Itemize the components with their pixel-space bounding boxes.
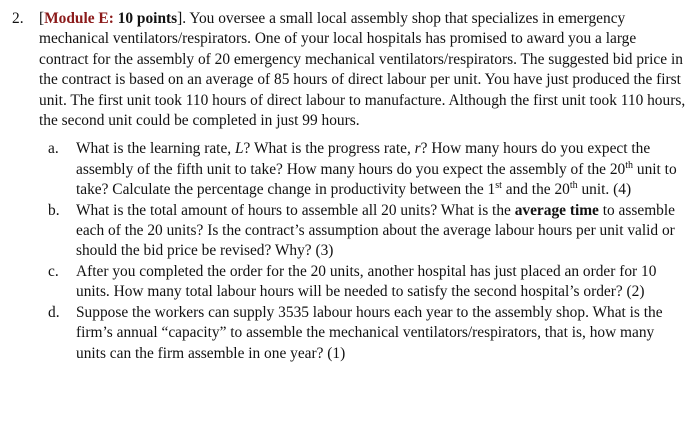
question-number: 2. — [12, 10, 24, 27]
text-run: What is the learning rate, — [76, 140, 235, 158]
sub-question-letter: b. — [48, 201, 60, 219]
sub-question-letter: a. — [48, 140, 59, 158]
text-run: to assemble each of the 20 units? Is the contract’s assumption about the average labour hours per unit valid or should the bid price be revised? Why? (3) — [76, 201, 675, 260]
sub-question-list — [39, 139, 686, 363]
text-run: unit to take? Calculate the percentage change in productivity between the 1 — [76, 160, 677, 199]
question-2 — [12, 9, 686, 364]
text-run: ? How many hours do you expect the assembly of the fifth unit to take? How many hours do you expect the assembly of the 20 — [76, 140, 651, 178]
bracket-close: ]. — [177, 10, 187, 27]
learning-rate-symbol: L — [234, 140, 244, 158]
sub-question-letter: c. — [48, 262, 59, 280]
sub-question-letter: d. — [48, 303, 60, 321]
sub-question-d-text: Suppose the workers can supply 3535 labour hours each year to the assembly shop. What is the firm’s annual “capacity” to assemble the mechanical ventilators/respirators, that is, how many units can the firm assemble in one year? (1) — [76, 303, 663, 362]
question-intro — [39, 9, 686, 131]
text-run: ? What is the progress rate, — [243, 140, 415, 158]
bracket-open: [ — [39, 10, 45, 27]
ordinal-suffix: st — [495, 180, 502, 192]
text-run: unit. (4) — [577, 181, 632, 199]
sub-question-c — [48, 262, 686, 303]
sub-question-b — [48, 201, 686, 262]
text-run: and the 20 — [501, 181, 570, 199]
sub-question-a — [48, 139, 686, 200]
ordinal-suffix: th — [569, 180, 578, 192]
text-run: What is the total amount of hours to assemble all 20 units? What is the — [76, 201, 515, 219]
intro-text: You oversee a small local assembly shop that specializes in emergency mechanical ventilators/respirators. One of your local hospitals has promised to award you a large contract for the assembly of 20 emergency mechanical ventilators/respirators. The suggested bid price in the contract is based on an average of 85 hours of direct labour per unit. You have just produced the first unit. The first unit took 110 hours of direct labour to manufacture. Although the first unit took 110 hours, the second unit could be completed in just 99 hours. — [39, 10, 686, 130]
points-label: 10 points — [117, 10, 178, 27]
ordinal-suffix: th — [625, 159, 634, 171]
sub-question-c-text: After you completed the order for the 20 units, another hospital has just placed an order for 10 units. How many total labour hours will be needed to satisfy the second hospital’s order? (2) — [76, 262, 657, 301]
sub-question-d — [48, 303, 686, 364]
sub-question-b-text — [76, 202, 675, 260]
emphasis-average-time: average time — [514, 201, 599, 219]
module-label: Module E: — [44, 10, 114, 27]
sub-question-a-text — [76, 140, 677, 198]
progress-rate-symbol: r — [414, 140, 421, 158]
